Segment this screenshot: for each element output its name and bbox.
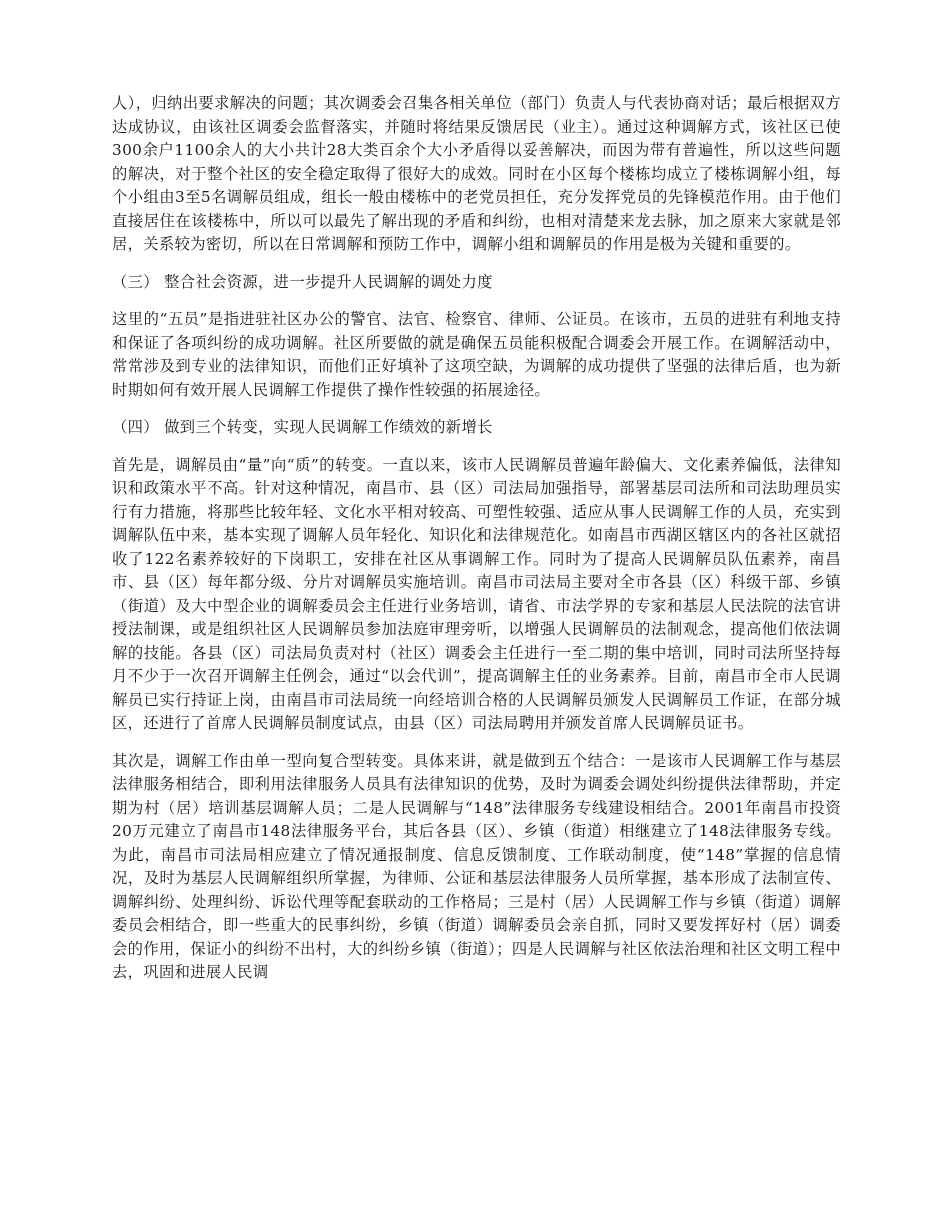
- paragraph-five-officers: 这里的“五员”是指进驻社区办公的警官、法官、检察官、律师、公证员。在该市，五员的进驻有利地支持和保证了各项纠纷的成功调解。社区所要做的就是确保五员能积极配合调委会开展工作。在调解活动中，常常涉及到专业的法律知识，而他们正好填补了这项空缺，为调解的成功提供了坚强的法律后盾，也为新时期如何有效开展人民调解工作提供了操作性较强的拓展途径。: [112, 310, 841, 399]
- section-heading-4: （四） 做到三个转变，实现人民调解工作绩效的新增长: [112, 418, 493, 436]
- document-body: [112, 92, 841, 999]
- paragraph-composite-shift: 其次是，调解工作由单一型向复合型转变。具体来讲，就是做到五个结合：一是该市人民调解工作与基层法律服务相结合，即利用法律服务人员具有法律知识的优势，及时为调委会调处纠纷提供法律帮助，并定期为村（居）培训基层调解人员；二是人民调解与“148”法律服务专线建设相结合。2001年南昌市投资20万元建立了南昌市148法律服务平台，其后各县（区）、乡镇（街道）相继建立了148法律服务专线。为此，南昌市司法局相应建立了情况通报制度、信息反馈制度、工作联动制度，使“148”掌握的信息情况，及时为基层人民调解组织所掌握，为律师、公证和基层法律服务人员所掌握，基本形成了法制宣传、调解纠纷、处理纠纷、诉讼代理等配套联动的工作格局；三是村（居）人民调解工作与乡镇（街道）调解委员会相结合，即一些重大的民事纠纷，乡镇（街道）调解委员会亲自抓，同时又要发挥好村（居）调委会的作用，保证小的纠纷不出村，大的纠纷乡镇（街道）；四是人民调解与社区依法治理和社区文明工程中去，巩固和进展人民调: [112, 751, 841, 981]
- section-heading-3: （三） 整合社会资源，进一步提升人民调解的调处力度: [112, 272, 493, 291]
- paragraph-community-mediation: 人），归纳出要求解决的问题；其次调委会召集各相关单位（部门）负责人与代表协商对话；最后根据双方达成协议，由该社区调委会监督落实，并随时将结果反馈居民（业主）。通过这种调解方式，该社区已使300余户1100余人的大小共计28大类百余个大小矛盾得以妥善解决，而因为带有普遍性，所以这些问题的解决，对于整个社区的安全稳定取得了很好大的成效。同时在小区每个楼栋均成立了楼栋调解小组，每个小组由3至5名调解员组成，组长一般由楼栋中的老党员担任，充分发挥党员的先锋模范作用。由于他们直接居住在该楼栋中，所以可以最先了解出现的矛盾和纠纷，也相对清楚来龙去脉，加之原来大家就是邻居，关系较为密切，所以在日常调解和预防工作中，调解小组和调解员的作用是极为关键和重要的。: [112, 94, 841, 253]
- paragraph-quality-shift: 首先是，调解员由“量”向“质”的转变。一直以来，该市人民调解员普遍年龄偏大、文化素养偏低，法律知识和政策水平不高。针对这种情况，南昌市、县（区）司法局加强指导，部署基层司法所和司法助理员实行有力措施，将那些比较年轻、文化水平相对较高、可塑性较强、适应从事人民调解工作的人员，充实到调解队伍中来，基本实现了调解人员年轻化、知识化和法律规范化。如南昌市西湖区辖区内的各社区就招收了122名素养较好的下岗职工，安排在社区从事调解工作。同时为了提高人民调解员队伍素养，南昌市、县（区）每年都分级、分片对调解员实施培训。南昌市司法局主要对全市各县（区）科级干部、乡镇（街道）及大中型企业的调解委员会主任进行业务培训，请省、市法学界的专家和基层人民法院的法官讲授法制课，或是组织社区人民调解员参加法庭审理旁听，以增强人民调解员的法制观念，提高他们依法调解的技能。各县（区）司法局负责对村（社区）调委会主任进行一至二期的集中培训，同时司法所坚持每月不少于一次召开调解主任例会，通过“以会代训”，提高调解主任的业务素养。目前，南昌市全市人民调解员已实行持证上岗，由南昌市司法局统一向经培训合格的人民调解员颁发人民调解员工作证，在部分城区，还进行了首席人民调解员制度试点，由县（区）司法局聘用并颁发首席人民调解员证书。: [112, 455, 841, 732]
